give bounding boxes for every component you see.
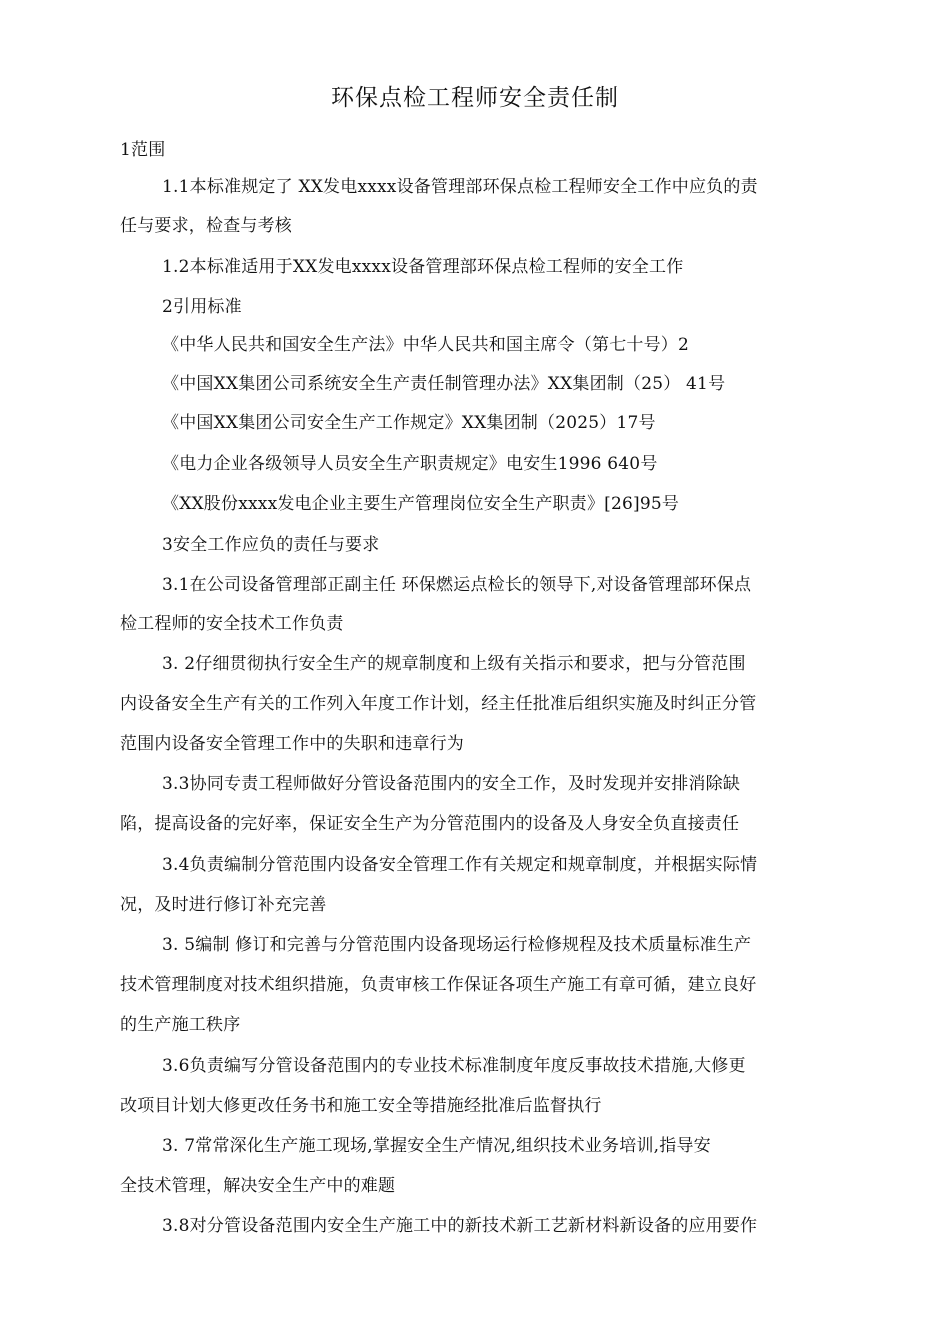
text-line: 《XX股份xxxx发电企业主要生产管理岗位安全生产职责》[26]95号 (162, 494, 680, 514)
text-line: 1.2本标准适用于XX发电xxxx设备管理部环保点检工程师的安全工作 (162, 257, 684, 277)
text-line: 陷，提高设备的完好率，保证安全生产为分管范围内的设备及人身安全负直接责任 (120, 814, 740, 834)
text-line: 的生产施工秩序 (120, 1015, 241, 1035)
text-line: 3安全工作应负的责任与要求 (162, 535, 380, 555)
text-line: 1.1本标准规定了 XX发电xxxx设备管理部环保点检工程师安全工作中应负的责 (162, 177, 758, 197)
text-line: 《中国XX集团公司系统安全生产责任制管理办法》XX集团制（25） 41号 (162, 374, 726, 394)
text-line: 3. 5编制 修订和完善与分管范围内设备现场运行检修规程及技术质量标准生产 (162, 935, 752, 955)
text-line: 《中华人民共和国安全生产法》中华人民共和国主席令（第七十号）2 (162, 335, 690, 355)
text-line: 3.8对分管设备范围内安全生产施工中的新技术新工艺新材料新设备的应用要作 (162, 1216, 758, 1236)
text-line: 《电力企业各级领导人员安全生产职责规定》电安生1996 640号 (162, 454, 658, 474)
text-line: 内设备安全生产有关的工作列入年度工作计划，经主任批准后组织实施及时纠正分管 (120, 694, 757, 714)
text-line: 《中国XX集团公司安全生产工作规定》XX集团制（2025）17号 (162, 413, 656, 433)
text-line: 3.4负责编制分管范围内设备安全管理工作有关规定和规章制度，并根据实际情 (162, 855, 758, 875)
text-line: 1范围 (120, 140, 166, 160)
text-line: 3. 2仔细贯彻执行安全生产的规章制度和上级有关指示和要求，把与分管范围 (162, 654, 746, 674)
text-line: 改项目计划大修更改任务书和施工安全等措施经批准后监督执行 (120, 1096, 602, 1116)
text-line: 3. 7常常深化生产施工现场,掌握安全生产情况,组织技术业务培训,指导安 (162, 1136, 711, 1156)
text-line: 检工程师的安全技术工作负责 (120, 614, 344, 634)
text-line: 2引用标准 (162, 297, 242, 317)
document-title: 环保点检工程师安全责任制 (331, 85, 619, 111)
text-line: 3.6负责编写分管设备范围内的专业技术标准制度年度反事故技术措施,大修更 (162, 1056, 746, 1076)
text-line: 技术管理制度对技术组织措施，负责审核工作保证各项生产施工有章可循，建立良好 (120, 975, 757, 995)
text-line: 范围内设备安全管理工作中的失职和违章行为 (120, 734, 464, 754)
text-line: 3.3协同专责工程师做好分管设备范围内的安全工作，及时发现并安排消除缺 (162, 774, 741, 794)
text-line: 任与要求，检查与考核 (120, 216, 292, 236)
text-line: 全技术管理，解决安全生产中的难题 (120, 1176, 396, 1196)
text-line: 况，及时进行修订补充完善 (120, 895, 327, 915)
text-line: 3.1在公司设备管理部正副主任 环保燃运点检长的领导下,对设备管理部环保点 (162, 575, 752, 595)
